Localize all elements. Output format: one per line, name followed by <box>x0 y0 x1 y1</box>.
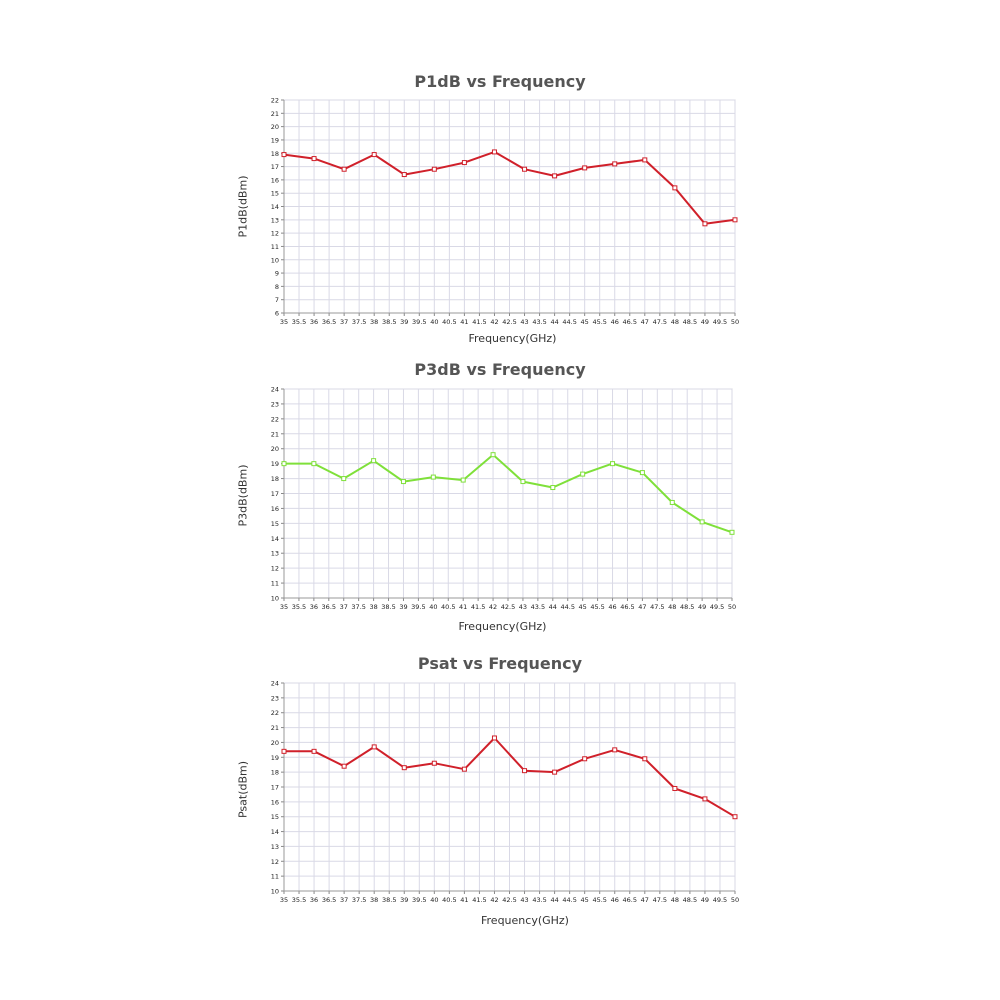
x-tick-label: 38 <box>370 896 379 904</box>
y-tick-label: 17 <box>270 783 279 792</box>
x-tick-label: 41.5 <box>472 318 487 326</box>
x-tick-label: 36.5 <box>321 896 337 904</box>
x-tick-label: 40.5 <box>442 896 457 904</box>
x-tick-label: 41 <box>459 603 468 611</box>
y-tick-label: 15 <box>270 519 279 528</box>
y-tick-label: 12 <box>270 857 279 866</box>
x-tick-label: 36.5 <box>321 318 337 326</box>
x-tick-label: 44.5 <box>562 896 577 904</box>
data-point <box>402 766 406 770</box>
chart-title: P1dB vs Frequency <box>414 72 586 91</box>
y-tick-label: 19 <box>270 460 279 469</box>
y-tick-label: 24 <box>270 679 279 688</box>
x-tick-label: 42 <box>488 603 498 611</box>
data-point <box>282 749 286 753</box>
y-tick-label: 13 <box>270 549 279 558</box>
y-tick-label: 17 <box>270 163 279 172</box>
y-axis-label: P3dB(dBm) <box>236 464 250 527</box>
x-tick-label: 35.5 <box>291 896 307 904</box>
data-point <box>553 770 557 774</box>
x-tick-label: 44 <box>548 603 557 611</box>
x-tick-label: 48.5 <box>682 896 698 904</box>
y-tick-label: 14 <box>270 534 279 543</box>
y-tick-label: 21 <box>270 430 279 439</box>
data-point <box>492 736 496 740</box>
y-tick-label: 22 <box>270 96 279 105</box>
x-tick-label: 43.5 <box>530 603 546 611</box>
x-tick-label: 39.5 <box>411 603 426 611</box>
x-tick-label: 40 <box>429 603 438 611</box>
x-tick-label: 46.5 <box>620 603 635 611</box>
x-tick-label: 44 <box>550 896 559 904</box>
y-tick-label: 18 <box>270 768 279 777</box>
x-tick-label: 49 <box>700 318 710 326</box>
y-tick-label: 14 <box>270 828 279 837</box>
y-tick-label: 16 <box>270 504 279 513</box>
x-tick-label: 48 <box>668 603 677 611</box>
x-axis-label: Frequency(GHz) <box>458 620 547 633</box>
x-tick-label: 35 <box>279 603 289 611</box>
x-tick-label: 37 <box>339 318 349 326</box>
data-point <box>673 786 677 790</box>
x-tick-label: 45.5 <box>590 603 605 611</box>
y-tick-label: 12 <box>270 229 279 238</box>
x-tick-label: 47 <box>640 318 649 326</box>
x-tick-label: 36 <box>309 603 319 611</box>
y-axis-label: P1dB(dBm) <box>236 175 250 238</box>
y-tick-label: 23 <box>270 694 279 703</box>
y-tick-label: 15 <box>270 813 279 822</box>
data-point <box>643 757 647 761</box>
data-point <box>703 797 707 801</box>
y-tick-label: 15 <box>270 189 279 198</box>
x-tick-label: 45 <box>580 896 589 904</box>
x-tick-label: 38 <box>369 603 378 611</box>
x-tick-label: 45.5 <box>592 896 607 904</box>
chart-title: Psat vs Frequency <box>417 654 583 673</box>
x-tick-label: 48.5 <box>682 318 698 326</box>
y-tick-label: 20 <box>270 123 279 132</box>
x-tick-label: 43.5 <box>532 896 547 904</box>
x-tick-label: 39 <box>400 318 409 326</box>
data-point <box>523 769 527 773</box>
data-point <box>432 761 436 765</box>
x-tick-label: 40 <box>430 318 439 326</box>
y-tick-label: 16 <box>270 176 279 185</box>
y-tick-label: 19 <box>270 753 279 762</box>
x-tick-label: 47.5 <box>650 603 665 611</box>
x-tick-label: 50 <box>727 603 737 611</box>
x-tick-label: 46.5 <box>622 318 638 326</box>
x-tick-label: 49 <box>700 896 710 904</box>
y-tick-label: 6 <box>274 309 279 318</box>
x-tick-label: 45 <box>580 318 589 326</box>
data-point <box>733 815 737 819</box>
x-tick-label: 41 <box>460 318 469 326</box>
x-tick-label: 47.5 <box>652 318 668 326</box>
y-tick-label: 13 <box>270 842 279 851</box>
y-tick-label: 13 <box>270 216 279 225</box>
data-point <box>312 749 316 753</box>
x-tick-label: 50 <box>730 318 740 326</box>
x-tick-label: 37.5 <box>351 318 367 326</box>
x-tick-label: 35.5 <box>291 318 307 326</box>
x-tick-label: 37.5 <box>351 603 366 611</box>
data-point <box>342 764 346 768</box>
y-tick-label: 12 <box>270 564 279 573</box>
y-axis-label: Psat(dBm) <box>236 760 250 819</box>
x-tick-label: 42 <box>490 318 499 326</box>
data-point <box>583 757 587 761</box>
x-tick-label: 39 <box>399 603 408 611</box>
x-tick-label: 38.5 <box>381 603 396 611</box>
x-tick-label: 40 <box>430 896 439 904</box>
x-tick-label: 35.5 <box>291 603 307 611</box>
x-tick-label: 39 <box>400 896 409 904</box>
x-tick-label: 47 <box>638 603 647 611</box>
x-tick-label: 38.5 <box>381 318 397 326</box>
y-tick-label: 8 <box>274 282 279 291</box>
x-axis-label: Frequency(GHz) <box>468 332 557 345</box>
x-tick-label: 41.5 <box>472 896 487 904</box>
x-tick-label: 41.5 <box>470 603 486 611</box>
data-point <box>462 767 466 771</box>
x-tick-label: 39.5 <box>412 896 427 904</box>
x-tick-label: 47.5 <box>652 896 668 904</box>
x-tick-label: 43 <box>520 318 529 326</box>
x-tick-label: 43.5 <box>532 318 547 326</box>
y-tick-label: 22 <box>270 415 279 424</box>
x-tick-label: 42.5 <box>500 603 516 611</box>
x-tick-label: 42.5 <box>502 318 517 326</box>
x-tick-label: 49.5 <box>712 318 728 326</box>
y-tick-label: 7 <box>274 296 279 305</box>
x-tick-label: 41 <box>460 896 469 904</box>
x-tick-label: 38.5 <box>381 896 397 904</box>
y-tick-label: 20 <box>270 445 279 454</box>
x-tick-label: 43 <box>520 896 529 904</box>
x-tick-label: 42.5 <box>502 896 517 904</box>
x-tick-label: 44 <box>550 318 559 326</box>
x-tick-label: 48 <box>670 318 680 326</box>
x-tick-label: 37 <box>339 896 349 904</box>
y-tick-label: 19 <box>270 136 279 145</box>
x-tick-label: 46 <box>610 896 619 904</box>
y-tick-label: 21 <box>270 724 279 733</box>
x-tick-label: 45 <box>578 603 587 611</box>
x-tick-label: 37.5 <box>351 896 367 904</box>
x-tick-label: 36.5 <box>321 603 337 611</box>
y-tick-label: 24 <box>270 385 279 394</box>
x-tick-label: 47 <box>640 896 649 904</box>
x-tick-label: 35 <box>279 896 289 904</box>
y-tick-label: 23 <box>270 400 279 409</box>
y-tick-label: 16 <box>270 798 279 807</box>
y-tick-label: 20 <box>270 738 279 747</box>
x-tick-label: 49 <box>697 603 707 611</box>
x-tick-label: 48 <box>670 896 680 904</box>
y-tick-label: 9 <box>274 269 279 278</box>
x-axis-label: Frequency(GHz) <box>481 914 569 927</box>
chart-title: P3dB vs Frequency <box>414 360 586 379</box>
y-tick-label: 10 <box>270 887 279 896</box>
y-tick-label: 11 <box>270 579 279 588</box>
x-tick-label: 35 <box>279 318 289 326</box>
y-tick-label: 22 <box>270 709 279 718</box>
data-point <box>372 745 376 749</box>
y-tick-label: 10 <box>270 594 279 603</box>
x-tick-label: 46 <box>610 318 619 326</box>
x-tick-label: 38 <box>370 318 379 326</box>
x-tick-label: 40.5 <box>441 603 456 611</box>
x-tick-label: 42 <box>490 896 499 904</box>
x-tick-label: 46 <box>608 603 617 611</box>
x-tick-label: 44.5 <box>562 318 577 326</box>
x-tick-label: 50 <box>730 896 740 904</box>
y-tick-label: 10 <box>270 256 279 265</box>
x-tick-label: 45.5 <box>592 318 607 326</box>
x-tick-label: 46.5 <box>622 896 638 904</box>
y-tick-label: 11 <box>270 872 279 881</box>
x-tick-label: 48.5 <box>679 603 695 611</box>
y-tick-label: 17 <box>270 490 279 498</box>
y-tick-label: 11 <box>270 242 279 251</box>
y-tick-label: 21 <box>270 109 279 118</box>
y-tick-label: 18 <box>270 475 279 484</box>
data-point <box>613 748 617 752</box>
x-tick-label: 40.5 <box>442 318 457 326</box>
x-tick-label: 39.5 <box>412 318 427 326</box>
y-tick-label: 14 <box>270 203 279 211</box>
x-tick-label: 43 <box>518 603 528 611</box>
x-tick-label: 36 <box>309 318 319 326</box>
x-tick-label: 49.5 <box>712 896 728 904</box>
x-tick-label: 36 <box>309 896 319 904</box>
x-tick-label: 49.5 <box>709 603 725 611</box>
y-tick-label: 18 <box>270 149 279 158</box>
x-tick-label: 37 <box>339 603 348 611</box>
x-tick-label: 44.5 <box>560 603 575 611</box>
